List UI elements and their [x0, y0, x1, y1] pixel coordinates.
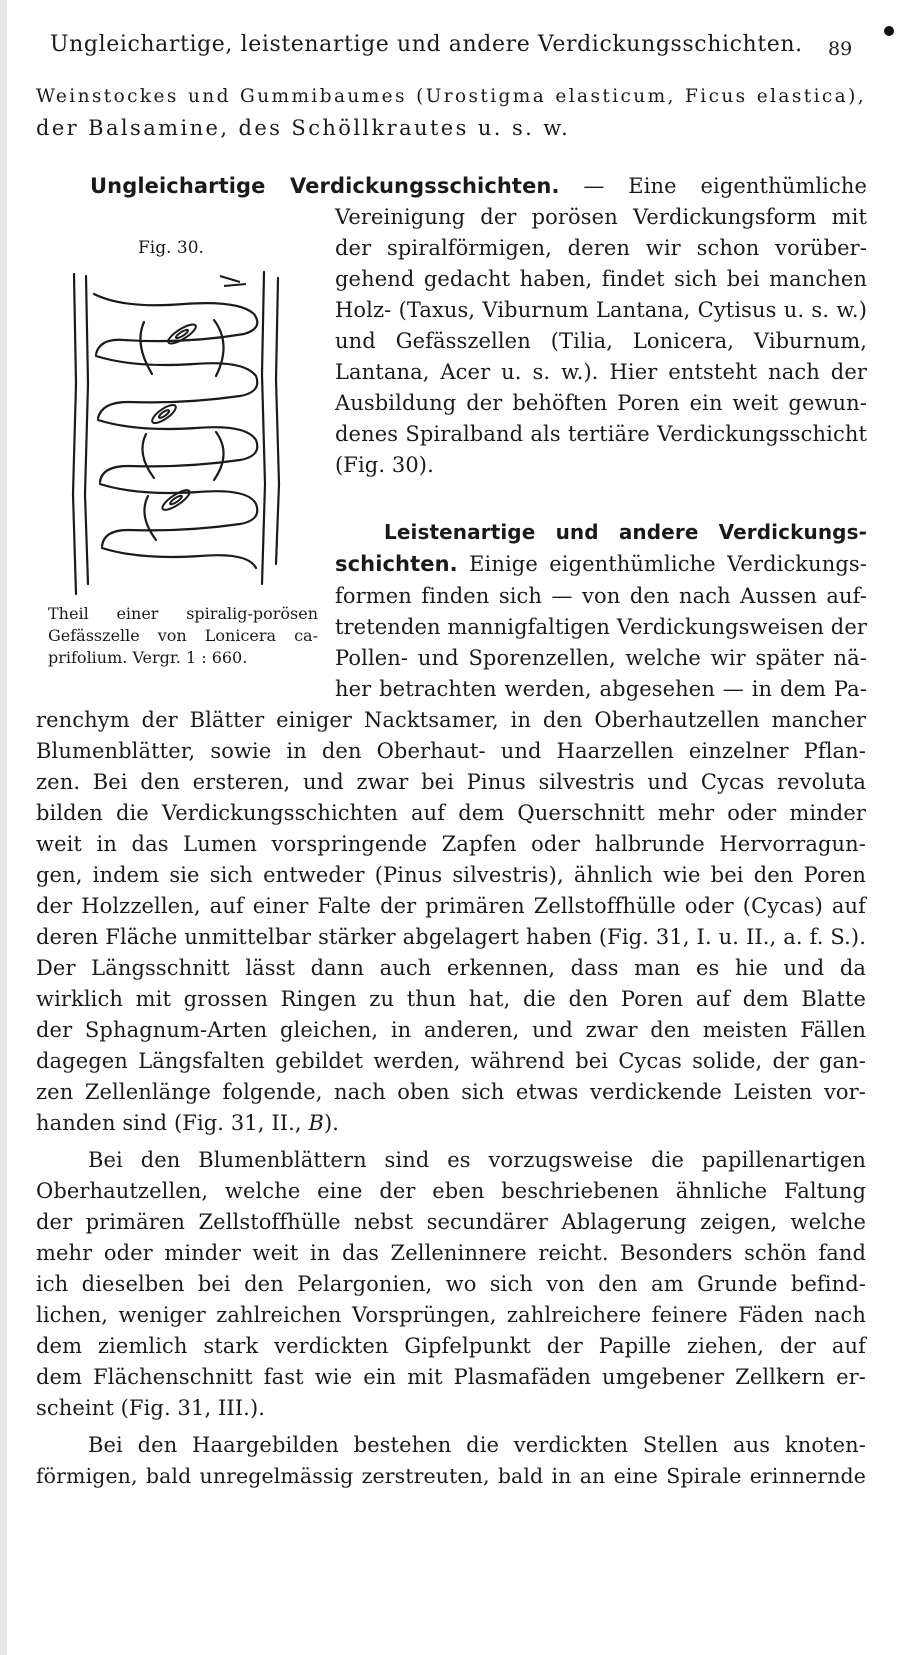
paragraph3-line: dem ziemlich stark verdickten Gipfelpunkt der Papille ziehen, der auf [36, 1334, 866, 1358]
figure-label: Fig. 30. [138, 238, 204, 258]
section2-line: der Holzzellen, auf einer Falte der primären Zellstoffhülle oder (Cycas) auf [36, 894, 866, 918]
section2-heading-line2: schichten. [335, 552, 458, 576]
section2-line: formen finden sich — von den nach Aussen auf- [335, 584, 867, 608]
paragraph3-line: mehr oder minder weit in das Zelleninnere reicht. Besonders schön fand [36, 1241, 866, 1265]
section2-last-line-suffix: ). [324, 1111, 340, 1135]
intro-line-2: der Balsamine, des Schöllkrautes u. s. w. [36, 116, 571, 140]
section2-line: Pollen- und Sporenzellen, welche wir später nä- [335, 646, 867, 670]
section2-last-line-italic: B [308, 1111, 324, 1135]
section2-line: deren Fläche unmittelbar stärker abgelagert haben (Fig. 31, I. u. II., a. f. S.). [36, 925, 866, 949]
ink-spot [884, 26, 894, 36]
section2-line: dagegen Längsfalten gebildet werden, während bei Cycas solide, der gan- [36, 1049, 866, 1073]
section2-line: weit in das Lumen vorspringende Zapfen oder halbrunde Hervorragun- [36, 832, 866, 856]
section1-line: Ausbildung der behöften Poren ein weit gewun- [335, 391, 867, 415]
section2-last-line [36, 1113, 866, 1134]
section2-line: Blumenblätter, sowie in den Oberhaut- und Haarzellen einzelner Pflan- [36, 739, 866, 763]
figure-caption-line: Theil einer spiralig-porösen [48, 604, 318, 623]
figure-caption-line: prifolium. Vergr. 1 : 660. [48, 648, 248, 667]
section2-second-line-rest: Einige eigenthümliche Verdickungs- [469, 552, 867, 576]
section2-line: bilden die Verdickungsschichten auf dem Querschnitt mehr oder minder [36, 801, 866, 825]
section1-line: der spiralförmigen, deren wir schon vorüber- [335, 236, 867, 260]
figure-caption-line: Gefässzelle von Lonicera ca- [48, 626, 318, 645]
paragraph3-line: Bei den Blumenblättern sind es vorzugsweise die papillenartigen [88, 1148, 866, 1172]
intro-line-1: Weinstockes und Gummibaumes (Urostigma elasticum, Ficus elastica), [36, 86, 866, 107]
section1-line: Holz- (Taxus, Viburnum Lantana, Cytisus u. s. w.) [335, 298, 867, 322]
section1-heading: Ungleichartige Verdickungsschichten. [90, 174, 560, 198]
paragraph4-line: Bei den Haargebilden bestehen die verdickten Stellen aus knoten- [88, 1433, 866, 1457]
section1-line: Lantana, Acer u. s. w.). Hier entsteht nach der [335, 360, 867, 384]
paragraph3-line: lichen, weniger zahlreichen Vorsprüngen, zahlreichere feinere Fäden nach [36, 1303, 866, 1327]
section1-line: (Fig. 30). [335, 453, 434, 477]
paragraph3-line: ich dieselben bei den Pelargonien, wo sich von den am Grunde befind- [36, 1272, 866, 1296]
paragraph3-line: der primären Zellstoffhülle nebst secundärer Ablagerung zeigen, welche [36, 1210, 866, 1234]
section2-line: Der Längsschnitt lässt dann auch erkennen, dass man es hie und da [36, 956, 866, 980]
paragraph3-line: dem Flächenschnitt fast wie ein mit Plasmafäden umgebener Zellkern er- [36, 1365, 866, 1389]
page-spine-shadow [0, 0, 7, 1655]
section1-line: gehend gedacht haben, findet sich bei manchen [335, 267, 867, 291]
section2-line: zen. Bei den ersteren, und zwar bei Pinus silvestris und Cycas revoluta [36, 770, 866, 794]
section2-line: her betrachten werden, abgesehen — in dem Pa- [335, 677, 867, 701]
paragraph3-line: scheint (Fig. 31, III.). [36, 1396, 266, 1420]
section1-line: denes Spiralband als tertiäre Verdickungsschicht [335, 422, 867, 446]
section2-line: tretenden mannigfaltigen Verdickungsweisen der [335, 615, 867, 639]
section2-last-line-prefix: handen sind (Fig. 31, II., [36, 1111, 309, 1135]
section2-line: wirklich mit grossen Ringen zu thun hat, die den Poren auf dem Blatte [36, 987, 866, 1011]
section2-second-line [335, 554, 867, 575]
figure-30-vessel-cell-drawing [64, 264, 304, 602]
section2-line: zen Zellenlänge folgende, nach oben sich etwas verdickende Leisten vor- [36, 1080, 866, 1104]
section2-heading-line1: Leistenartige und andere Verdickungs- [384, 520, 867, 544]
paragraph3-line: Oberhautzellen, welche eine der eben beschriebenen ähnliche Faltung [36, 1179, 866, 1203]
section1-first-line [90, 176, 867, 197]
running-title: Ungleichartige, leistenartige und andere Verdickungsschichten. [50, 32, 803, 57]
section2-line: gen, indem sie sich entweder (Pinus silvestris), ähnlich wie bei den Poren [36, 863, 866, 887]
section2-line: der Sphagnum-Arten gleichen, in anderen, und zwar den meisten Fällen [36, 1018, 866, 1042]
section1-first-line-rest: — Eine eigenthümliche [583, 174, 867, 198]
section1-line: Vereinigung der porösen Verdickungsform mit [335, 205, 867, 229]
paragraph4-line: förmigen, bald unregelmässig zerstreuten, bald in an eine Spirale erinnernde [36, 1464, 866, 1488]
section2-line: renchym der Blätter einiger Nacktsamer, in den Oberhautzellen mancher [36, 708, 866, 732]
section1-line: und Gefässzellen (Tilia, Lonicera, Viburnum, [335, 329, 867, 353]
page-number: 89 [828, 38, 853, 60]
